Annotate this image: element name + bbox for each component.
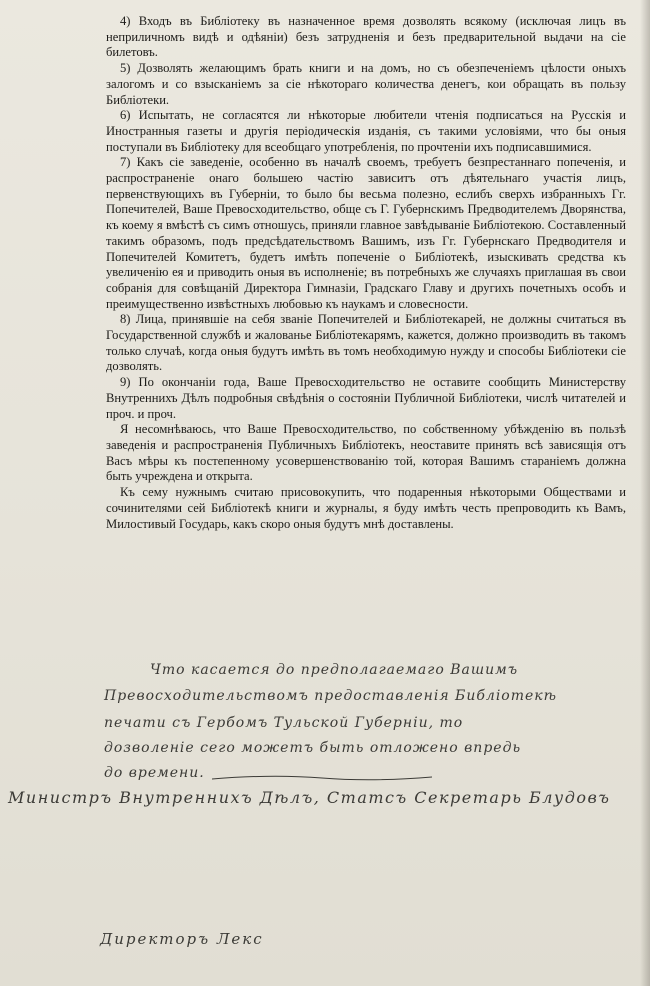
handwritten-note-line-5: до времени.: [104, 765, 205, 781]
paragraph-4: 4) Входъ въ Библіотеку въ назначенное время дозволять всякому (исключая лицъ въ неприличномъ видѣ и одѣяніи) безъ затрудненія и безъ предварительной выдачи на сіе билетовъ.: [106, 14, 626, 60]
director-signature: Директоръ Лекс: [100, 930, 264, 948]
handwritten-note-line-2: Превосходительствомъ предоставленія Библіотекѣ: [104, 688, 558, 704]
paragraph-6: 6) Испытать, не согласятся ли нѣкоторые любители чтенія подписаться на Русскія и Иностранныя газеты и другія періодическія изданія, съ такими условіями, что бы оныя поступали въ Библіотеку для всеобщаго употребленія, по прочтеніи ихъ подписавшимися.: [106, 108, 626, 154]
handwritten-note-line-4: дозволеніе сего можетъ быть отложено впредь: [104, 740, 522, 756]
paragraph-8: 8) Лица, принявшіе на себя званіе Попечителей и Библіотекарей, не должны считаться въ Государственной службѣ и жалованье Библіотекарямъ, кажется, должно производить въ такомъ только случаѣ, когда оныя будутъ имѣть въ томъ необходимую нужду и способы Библіотеки сіе дозволять.: [106, 312, 626, 374]
paragraph-assurance: Я несомнѣваюсь, что Ваше Превосходительство, по собственному убѣжденію въ пользѣ заведенія и распространенія Публичныхъ Библіотекъ, неоставите принять всѣ зависящія отъ Васъ мѣры къ постепенному усовершенствованію той, которая Вашимъ стараніемъ должна быть учреждена и открыта.: [106, 422, 626, 484]
paragraph-9: 9) По окончаніи года, Ваше Превосходительство не оставите сообщить Министерству Внутреннихъ Дѣлъ подробныя свѣдѣнія о состояніи Публичной Библіотеки, числѣ читателей и проч. и проч.: [106, 375, 626, 421]
paragraph-5: 5) Дозволять желающимъ брать книги и на домъ, но съ обезпеченіемъ цѣлости оныхъ залогомъ и со взысканіемъ за сіе нѣкотораго количества денегъ, кои обращать въ пользу Библіотеки.: [106, 61, 626, 107]
handwritten-note-line-3: печати съ Гербомъ Тульской Губерніи, то: [104, 715, 464, 731]
handwriting-flourish: [212, 773, 432, 783]
printed-text-block: [106, 14, 626, 532]
page-edge-shadow: [640, 0, 650, 986]
minister-signature: Министръ Внутреннихъ Дѣлъ, Статсъ Секретарь Блудовъ: [8, 788, 611, 807]
paragraph-7: 7) Какъ сіе заведеніе, особенно въ началѣ своемъ, требуетъ безпрестаннаго попеченія, и распространеніе онаго большею частію зависитъ отъ дѣятельнаго участія лицъ, первенствующихъ въ Губерніи, то было бы весьма полезно, еслибъ сверхъ избранныхъ Гг. Попечителей, Ваше Превосходительство, обще съ Г. Губернскимъ Предводителемъ Дворянства, къ коему я вмѣстѣ съ симъ отношусь, приняли главное завѣдываніе Библіотекою. Составленный такимъ образомъ, подъ предсѣдательствомъ Вашимъ, изъ Гг. Губернскаго Предводителя и Попечителей Комитетъ, будетъ имѣть попеченіе о Библіотекѣ, изыскивать средства къ увеличенію ея и приводить оныя въ исполненіе; въ потребныхъ же случаяхъ приглашая въ свои собранія для совѣщаній Директора Гимназіи, Градскаго Главу и другихъ почетныхъ особъ и преимущественно извѣстныхъ любовью къ наукамъ и словесности.: [106, 155, 626, 311]
paragraph-closing: Къ сему нужнымъ считаю присовокупить, что подаренныя нѣкоторыми Обществами и сочинителями сей Библіотекѣ книги и журналы, я буду имѣть честь препроводить къ Вамъ, Милостивый Государь, какъ скоро оныя будутъ мнѣ доставлены.: [106, 485, 626, 531]
handwritten-note-line-1: Что касается до предполагаемаго Вашимъ: [150, 662, 519, 678]
